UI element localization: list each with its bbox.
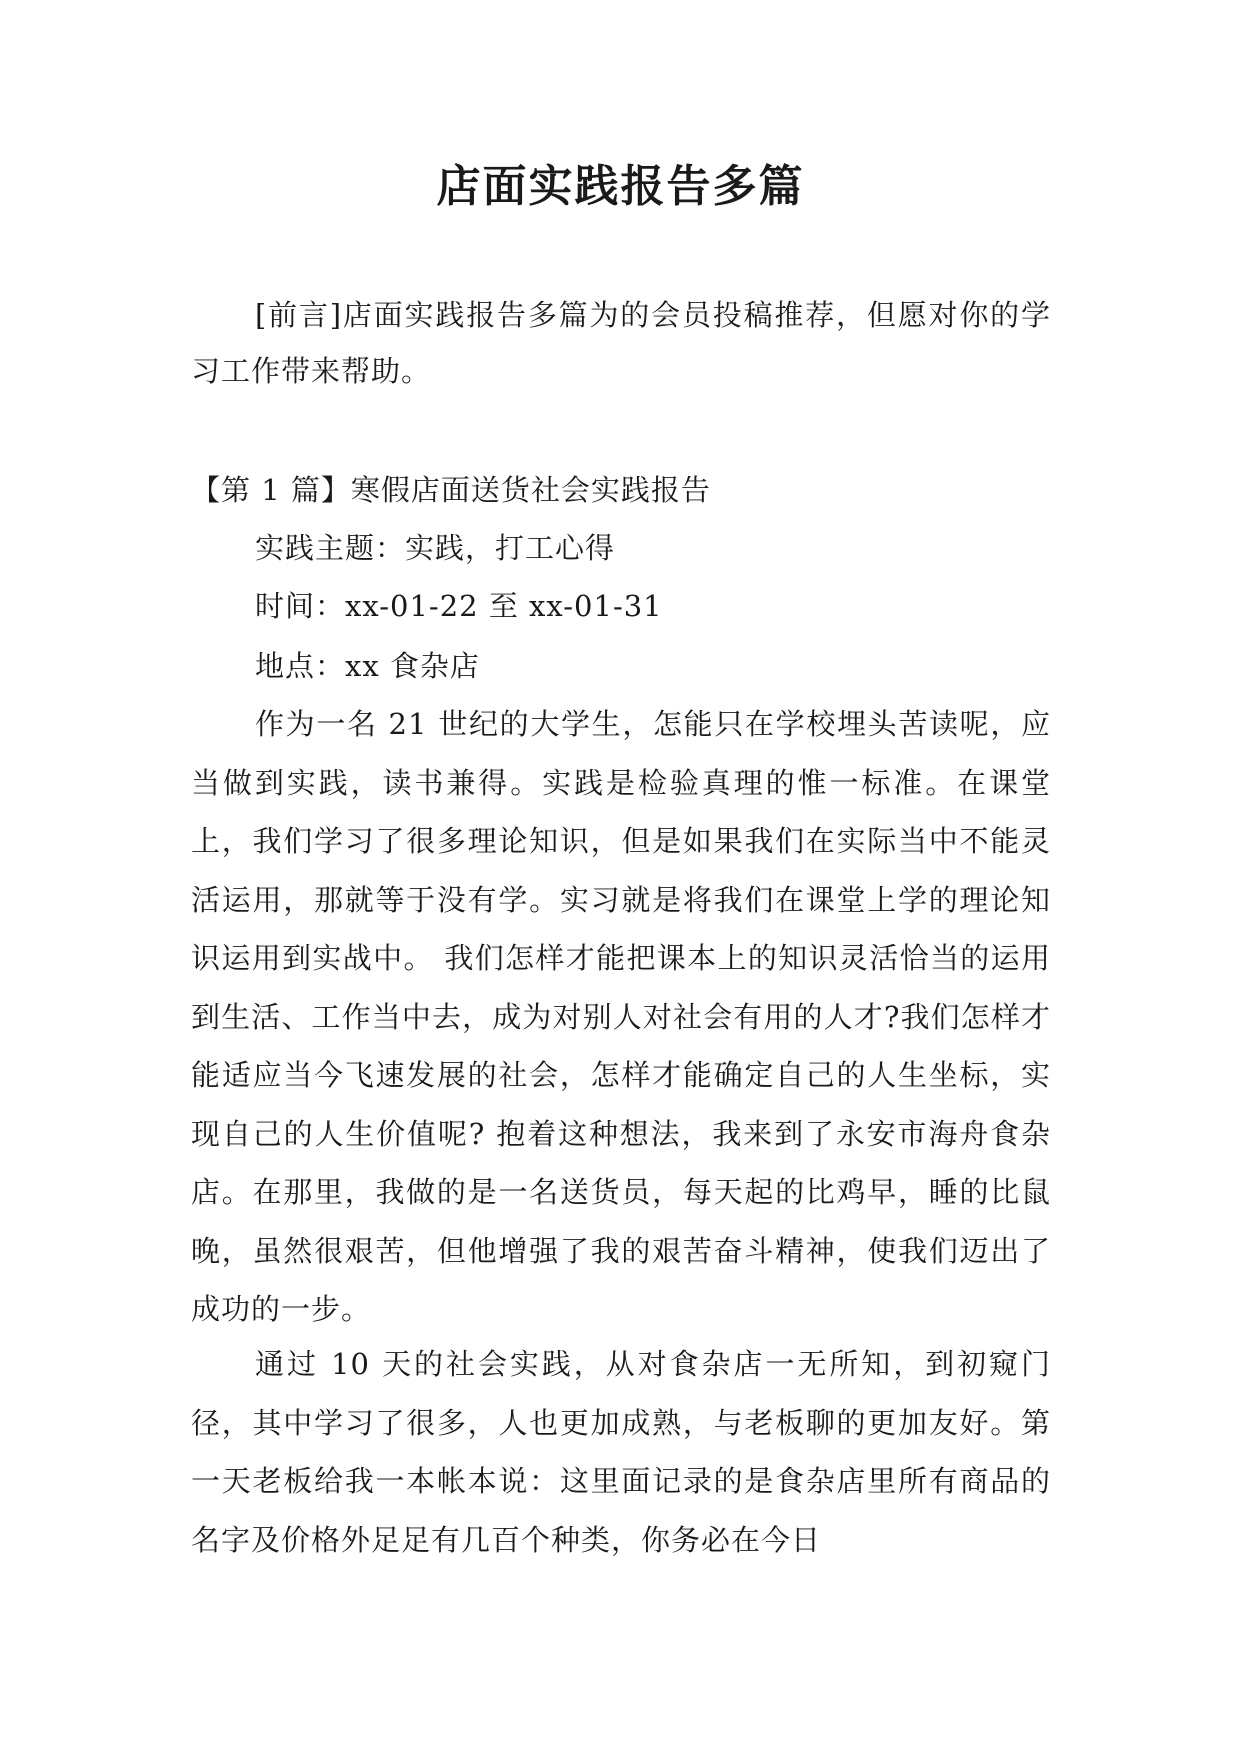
body-paragraph: 通过 10 天的社会实践，从对食杂店一无所知，到初窥门径，其中学习了很多，人也更加成熟，与老板聊的更加友好。第一天老板给我一本帐本说：这里面记录的是食杂店里所有商品的名字及价格外足足有几百个种类，你务必在今日: [191, 1347, 1051, 1557]
section-heading: 【第 1 篇】寒假店面送货社会实践报告: [191, 473, 711, 507]
document-title: 店面实践报告多篇: [436, 161, 805, 212]
meta-time: 时间：xx-01-22 至 xx-01-31: [255, 589, 663, 623]
body-paragraph: 作为一名 21 世纪的大学生，怎能只在学校埋头苦读呢，应当做到实践，读书兼得。实践是检验真理的惟一标准。在课堂上，我们学习了很多理论知识，但是如果我们在实际当中不能灵活运用，那就等于没有学。实习就是将我们在课堂上学的理论知识运用到实战中。 我们怎样才能把课本上的知识灵活恰当的运用到生活、工作当中去，成为对别人对社会有用的人才?我们怎样才能适应当今飞速发展的社会，怎样才能确定自己的人生坐标，实现自己的人生价值呢? 抱着这种想法，我来到了永安市海舟食杂店。在那里，我做的是一名送货员，每天起的比鸡早，睡的比鼠晚，虽然很艰苦，但他增强了我的艰苦奋斗精神，使我们迈出了成功的一步。: [191, 707, 1051, 1326]
meta-place: 地点：xx 食杂店: [255, 649, 480, 683]
meta-topic: 实践主题：实践，打工心得: [255, 531, 616, 565]
preface-paragraph: [前言]店面实践报告多篇为的会员投稿推荐，但愿对你的学习工作带来帮助。: [191, 298, 1051, 388]
